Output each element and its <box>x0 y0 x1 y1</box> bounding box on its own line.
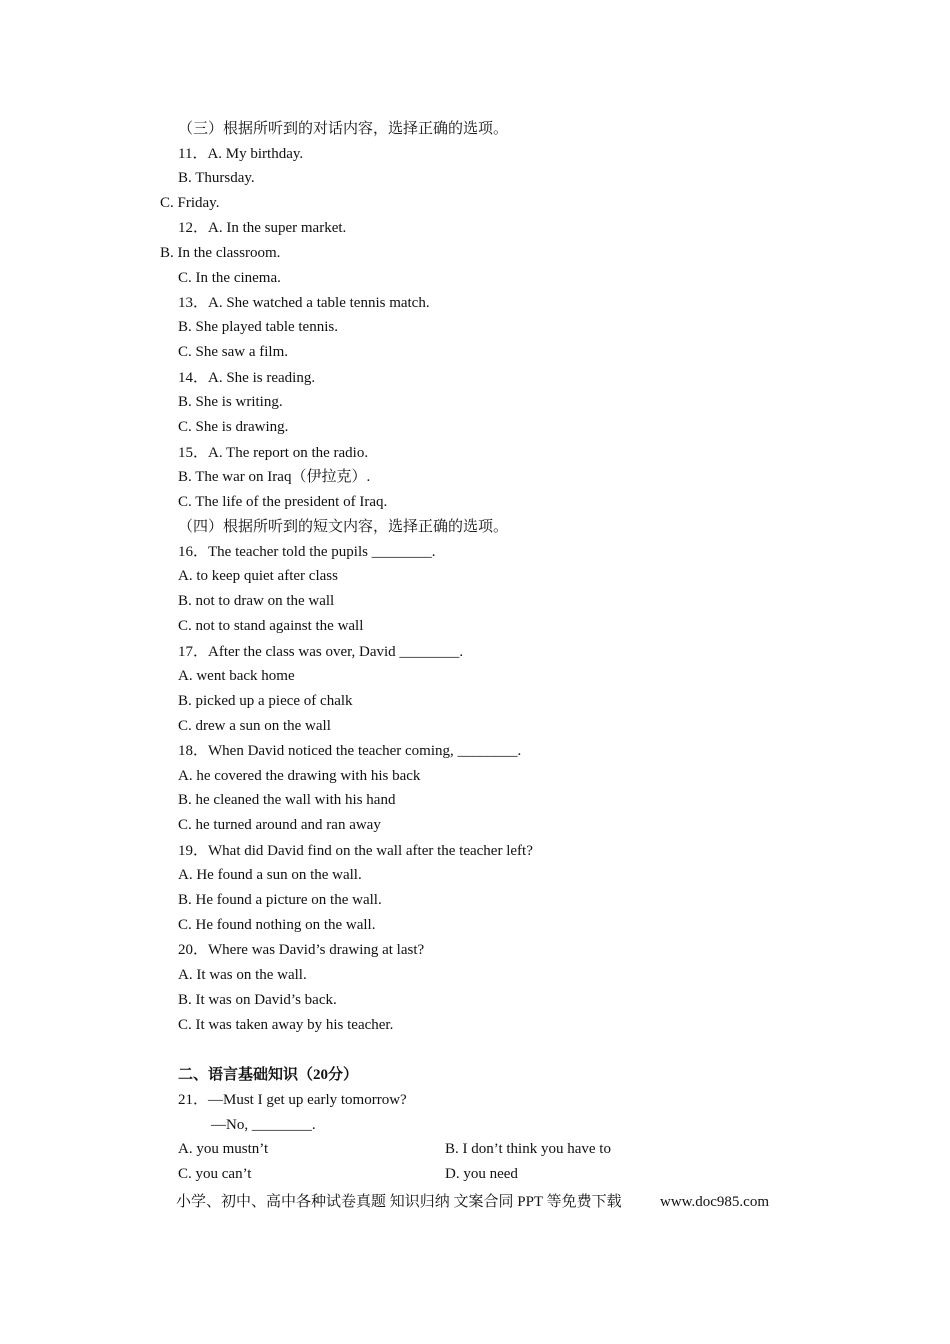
q20-option-b: B. It was on David’s back. <box>178 992 337 1008</box>
q12-option-c: C. In the cinema. <box>178 270 281 286</box>
q16-option-c: C. not to stand against the wall <box>178 618 364 634</box>
q21-stem: 21．—Must I get up early tomorrow? <box>178 1092 407 1108</box>
q18-stem: 18．When David noticed the teacher coming, ________. <box>178 743 522 759</box>
q15-option-c: C. The life of the president of Iraq. <box>178 494 388 510</box>
q12-stem: 12．A. In the super market. <box>178 220 347 236</box>
q19-option-b: B. He found a picture on the wall. <box>178 892 382 908</box>
q20-option-a: A. It was on the wall. <box>178 967 307 983</box>
q13-option-c: C. She saw a film. <box>178 344 288 360</box>
q21-option-a: A. you mustn’t <box>178 1141 269 1157</box>
q16-stem: 16．The teacher told the pupils ________. <box>178 544 436 560</box>
q15-stem: 15．A. The report on the radio. <box>178 445 369 461</box>
q13-stem: 13．A. She watched a table tennis match. <box>178 295 430 311</box>
q17-option-c: C. drew a sun on the wall <box>178 718 331 734</box>
q14-option-c: C. She is drawing. <box>178 419 289 435</box>
q14-option-b: B. She is writing. <box>178 394 283 410</box>
q20-option-c: C. It was taken away by his teacher. <box>178 1017 394 1033</box>
q21-option-c: C. you can’t <box>178 1166 252 1182</box>
q16-option-a: A. to keep quiet after class <box>178 568 338 584</box>
part-2-heading: 二、语言基础知识（20分） <box>178 1067 359 1083</box>
section-4-heading: （四）根据所听到的短文内容，选择正确的选项。 <box>178 519 509 535</box>
q15-option-b: B. The war on Iraq（伊拉克）. <box>178 469 371 485</box>
q11-option-b: B. Thursday. <box>178 170 255 186</box>
q17-option-b: B. picked up a piece of chalk <box>178 693 353 709</box>
q17-stem: 17．After the class was over, David ________. <box>178 644 464 660</box>
q20-stem: 20．Where was David’s drawing at last? <box>178 942 425 958</box>
q19-option-c: C. He found nothing on the wall. <box>178 917 376 933</box>
q18-option-c: C. he turned around and ran away <box>178 817 381 833</box>
q19-option-a: A. He found a sun on the wall. <box>178 867 362 883</box>
q11-stem: 11．A. My birthday. <box>178 146 304 162</box>
q14-stem: 14．A. She is reading. <box>178 370 316 386</box>
footer-text: 小学、初中、高中各种试卷真题 知识归纳 文案合同 PPT 等免费下载 <box>176 1194 622 1210</box>
q19-stem: 19．What did David find on the wall after the teacher left? <box>178 843 533 859</box>
q16-option-b: B. not to draw on the wall <box>178 593 335 609</box>
q13-option-b: B. She played table tennis. <box>178 319 338 335</box>
q21-option-d: D. you need <box>445 1166 518 1182</box>
q12-option-b: B. In the classroom. <box>160 245 281 261</box>
section-3-heading: （三）根据所听到的对话内容，选择正确的选项。 <box>178 121 509 137</box>
q21-option-b: B. I don’t think you have to <box>445 1141 611 1157</box>
q17-option-a: A. went back home <box>178 668 295 684</box>
q18-option-b: B. he cleaned the wall with his hand <box>178 792 396 808</box>
q21-reply: —No, ________. <box>211 1117 316 1133</box>
q11-option-c: C. Friday. <box>160 195 220 211</box>
q18-option-a: A. he covered the drawing with his back <box>178 768 421 784</box>
footer-url[interactable]: www.doc985.com <box>660 1194 770 1210</box>
